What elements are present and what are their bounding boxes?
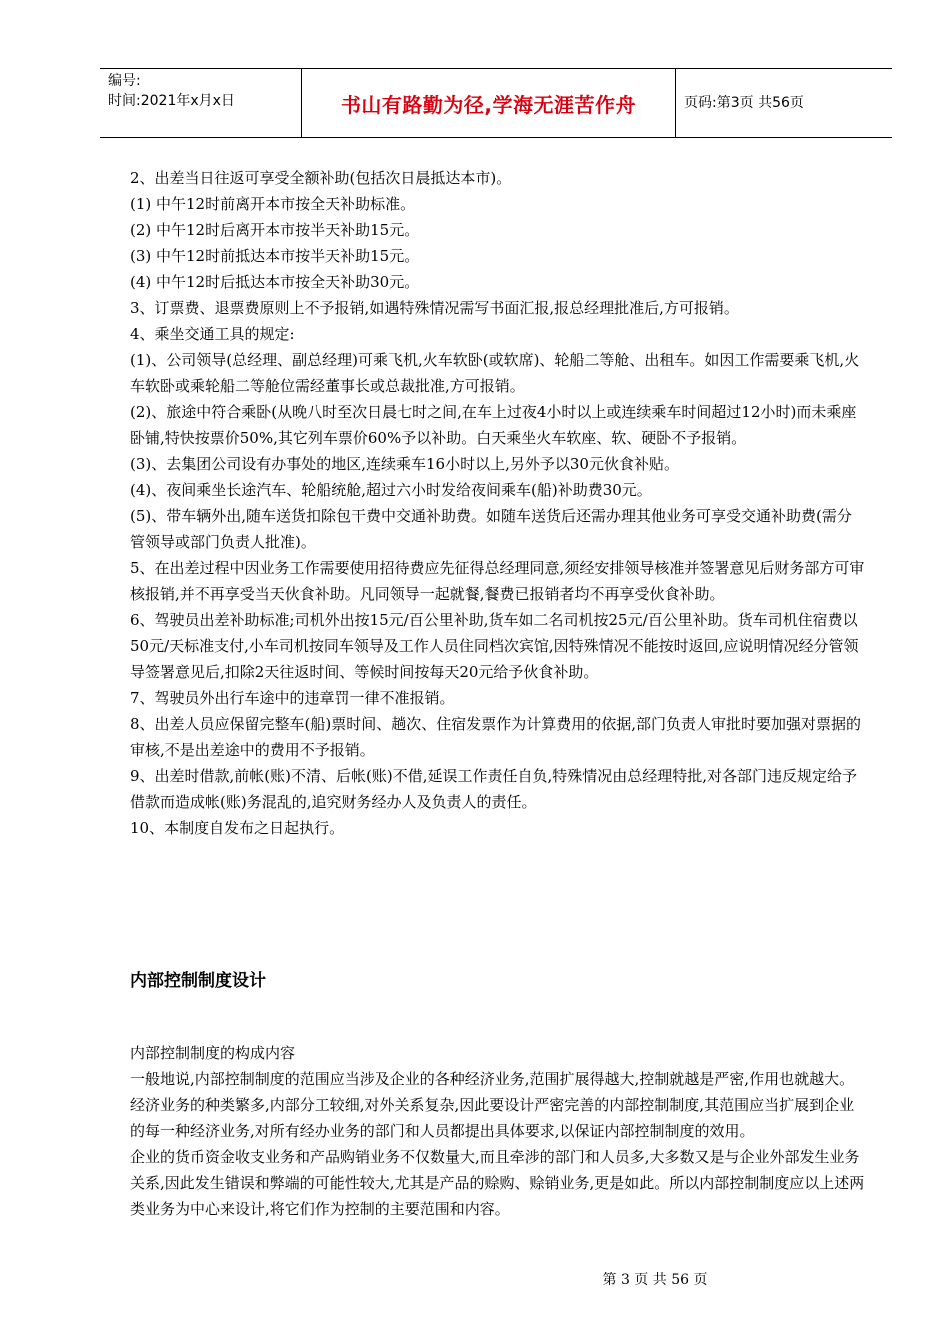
paragraph: 企业的货币资金收支业务和产品购销业务不仅数量大,而且牵涉的部门和人员多,大多数又是与企业外部发生业务关系,因此发生错误和弊端的可能性较大,尤其是产品的赊购、赊销业务,更是如此。所以内部控制制度应以上述两类业务为中心来设计,将它们作为控制的主要范围和内容。: [130, 1148, 865, 1218]
header-motto-cell: [302, 69, 676, 137]
paragraph: 4、乘坐交通工具的规定:: [130, 325, 295, 343]
paragraph: 6、驾驶员出差补助标准;司机外出按15元/百公里补助,货车如二名司机按25元/百公里补助。货车司机住宿费以50元/天标准支付,小车司机按同车领导及工作人员住同档次宾馆,因特殊情况不能按时返回,应说明情况经分管领导签署意见后,扣除2天往返时间、等候时间按每天20元给予伙食补助。: [130, 611, 859, 681]
paragraph: (2) 中午12时后离开本市按半天补助15元。: [130, 221, 420, 239]
header-page-cell: [676, 69, 892, 137]
paragraph: 9、出差时借款,前帐(账)不清、后帐(账)不借,延误工作责任自负,特殊情况由总经理特批,对各部门违反规定给予借款而造成帐(账)务混乱的,追究财务经办人及负责人的责任。: [130, 767, 858, 811]
header-motto: 书山有路勤为径,学海无涯苦作舟: [340, 92, 637, 117]
paragraph: (4) 中午12时后抵达本市按全天补助30元。: [130, 273, 420, 291]
paragraph: 10、本制度自发布之日起执行。: [130, 819, 345, 837]
page-footer: 第 3 页 共 56 页: [602, 1272, 708, 1288]
subheading: 内部控制制度的构成内容: [130, 1044, 296, 1062]
main-content: [130, 165, 865, 841]
paragraph: 2、出差当日往返可享受全额补助(包括次日晨抵达本市)。: [130, 169, 512, 187]
header-meta: [100, 69, 302, 137]
paragraph: 8、出差人员应保留完整车(船)票时间、趟次、住宿发票作为计算费用的依据,部门负责人审批时要加强对票据的审核,不是出差途中的费用不予报销。: [130, 715, 862, 759]
section-title: 内部控制制度设计: [130, 971, 266, 991]
paragraph: (1) 中午12时前离开本市按全天补助标准。: [130, 195, 416, 213]
paragraph: (5)、带车辆外出,随车送货扣除包干费中交通补助费。如随车送货后还需办理其他业务可享受交通补助费(需分管领导或部门负责人批准)。: [130, 507, 852, 551]
paragraph: 5、在出差过程中因业务工作需要使用招待费应先征得总经理同意,须经安排领导核准并签署意见后财务部方可审核报销,并不再享受当天伙食补助。凡同领导一起就餐,餐费已报销者均不再享受伙食补助。: [130, 559, 865, 603]
paragraph: 3、订票费、退票费原则上不予报销,如遇特殊情况需写书面汇报,报总经理批准后,方可报销。: [130, 299, 739, 317]
paragraph: (3)、去集团公司设有办事处的地区,连续乘车16小时以上,另外予以30元伙食补贴。: [130, 455, 679, 473]
paragraph: (1)、公司领导(总经理、副总经理)可乘飞机,火车软卧(或软席)、轮船二等舱、出租车。如因工作需要乘飞机,火车软卧或乘轮船二等舱位需经董事长或总裁批准,方可报销。: [130, 351, 860, 395]
paragraph: 一般地说,内部控制制度的范围应当涉及企业的各种经济业务,范围扩展得越大,控制就越是严密,作用也就越大。经济业务的种类繁多,内部分工较细,对外关系复杂,因此要设计严密完善的内部控制制度,其范围应当扩展到企业的每一种经济业务,对所有经办业务的部门和人员都提出具体要求,以保证内部控制制度的效用。: [130, 1070, 855, 1140]
paragraph: (3) 中午12时前抵达本市按半天补助15元。: [130, 247, 420, 265]
paragraph: (2)、旅途中符合乘卧(从晚八时至次日晨七时之间,在车上过夜4小时以上或连续乘车时间超过12小时)而未乘座卧铺,特快按票价50%,其它列车票价60%予以补助。白天乘坐火车软座、软、硬卧不予报销。: [130, 403, 857, 447]
section-content: [130, 1040, 865, 1222]
document-time-label: 时间:2021年x月x日: [108, 93, 235, 109]
document-number-label: 编号:: [108, 73, 141, 89]
paragraph: (4)、夜间乘坐长途汽车、轮船统舱,超过六小时发给夜间乘车(船)补助费30元。: [130, 481, 652, 499]
header-page-number: 页码:第3页 共56页: [684, 95, 804, 111]
paragraph: 7、驾驶员外出行车途中的违章罚一律不准报销。: [130, 689, 455, 707]
page-header: [100, 68, 892, 138]
